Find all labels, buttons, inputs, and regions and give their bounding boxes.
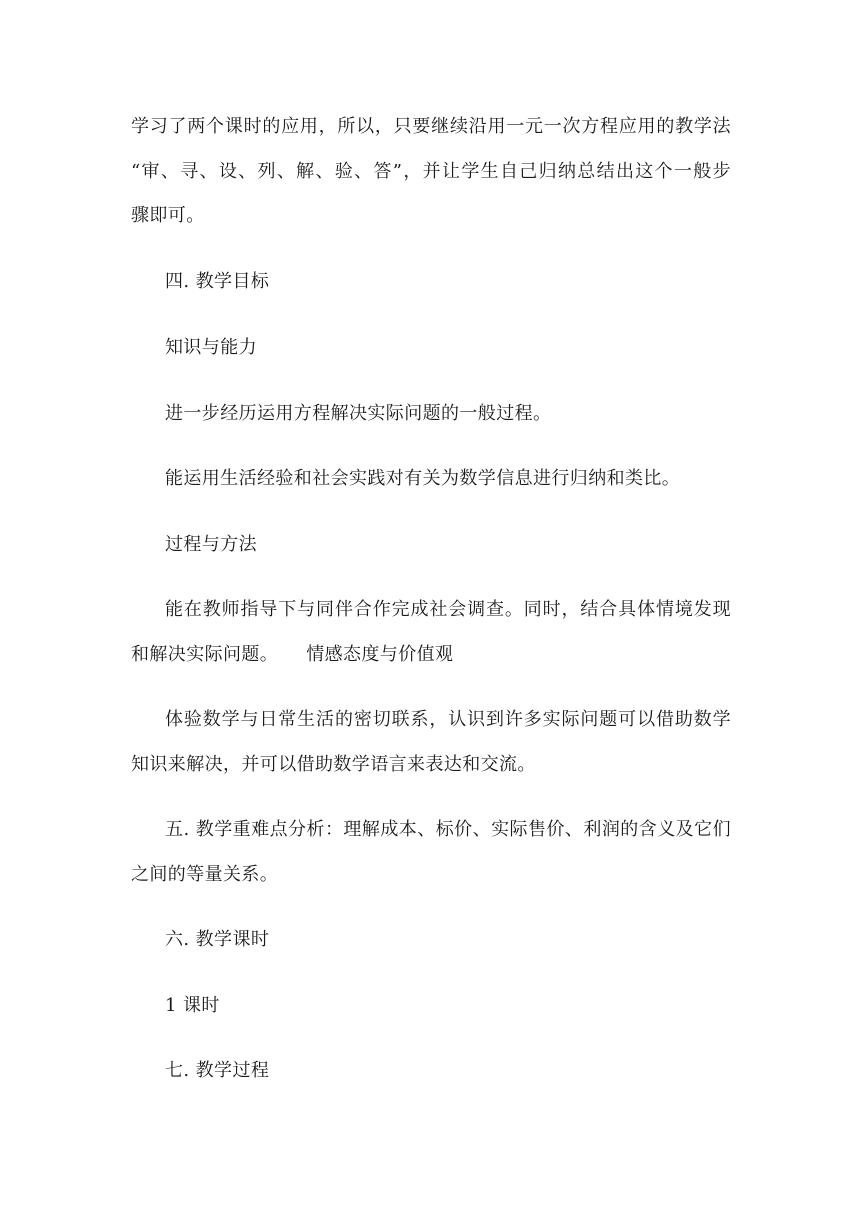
section-6-heading: 六. 教学课时 [165,929,270,950]
section-5-line-2: 之间的等量关系。 [131,864,279,885]
knowledge-item-2: 能运用生活经验和社会实践对有关为数学信息进行归纳和类比。 [165,468,681,489]
process-line-2 [131,643,731,667]
process-line-2-text: 和解决实际问题。 [131,644,279,665]
process-heading: 过程与方法 [165,534,257,555]
section-4-heading: 四. 教学目标 [165,271,270,292]
knowledge-item-1: 进一步经历运用方程解决实际问题的一般过程。 [165,403,552,424]
section-5-line-1: 五. 教学重难点分析：理解成本、标价、实际售价、利润的含义及它们 [165,819,731,840]
intro-line-3: 骤即可。 [131,205,205,226]
intro-line-1: 学习了两个课时的应用，所以，只要继续沿用一元一次方程应用的教学法 [131,116,731,137]
attitude-line-1: 体验数学与日常生活的密切联系，认识到许多实际问题可以借助数学 [165,709,731,730]
attitude-heading: 情感态度与价值观 [306,644,454,665]
process-line-1: 能在教师指导下与同伴合作完成社会调查。同时，结合具体情境发现 [165,599,731,620]
section-7-heading: 七. 教学过程 [165,1060,270,1081]
section-6-value: 1 课时 [165,995,220,1016]
knowledge-heading: 知识与能力 [165,337,257,358]
intro-line-2: “审、寻、设、列、解、验、答”，并让学生自己归纳总结出这个一般步 [131,161,731,182]
attitude-line-2: 知识来解决，并可以借助数学语言来表达和交流。 [131,754,536,775]
